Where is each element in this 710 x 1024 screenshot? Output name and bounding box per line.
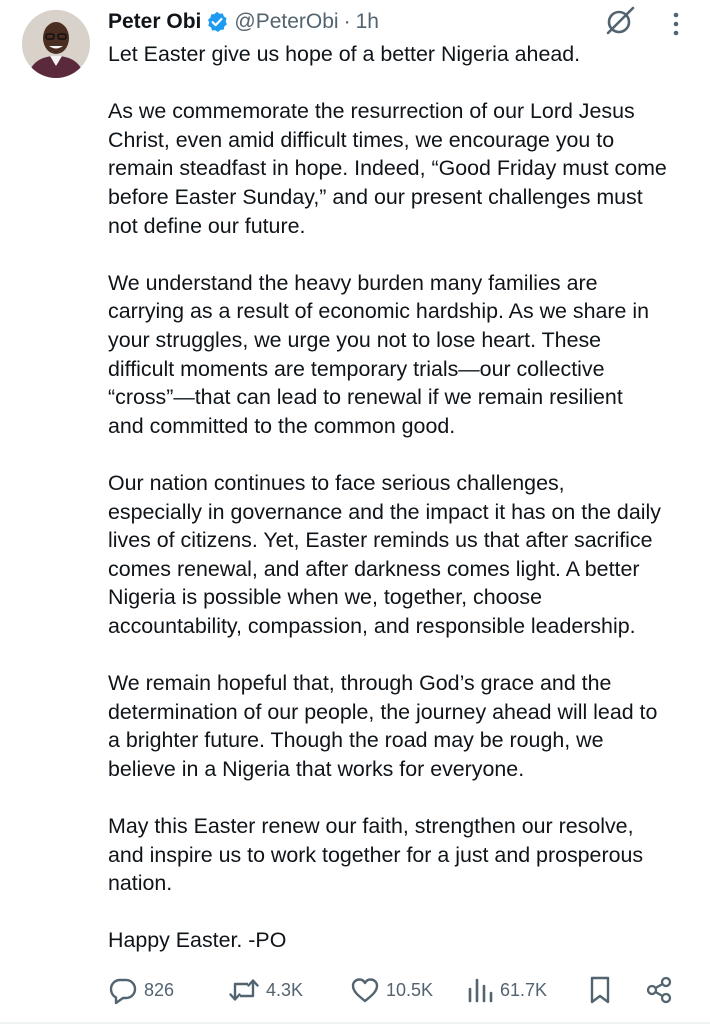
reply-icon [108,975,138,1005]
display-name[interactable]: Peter Obi [108,10,202,33]
tweet-paragraph: We remain hopeful that, through God’s grace and the determination of our people, the journey ahead will lead to a brighter future. Though the road may be rough, we believe in a Nigeria that works for everyone. [108,671,658,781]
tweet-paragraph: We understand the heavy burden many families are carrying as a result of economic hardship. As we share in your struggles, we urge you not to lose heart. These difficult moments are temporary trials—our collective “cross”—that can lead to renewal if we remain resilient and committed to the common good. [108,270,649,438]
repost-icon [228,975,260,1005]
reply-button[interactable] [108,970,174,1010]
verified-badge-icon [206,11,228,33]
share-button[interactable] [644,970,674,1010]
tweet-paragraph: Happy Easter. -PO [108,928,287,953]
avatar-photo [22,10,90,78]
repost-button[interactable] [228,970,303,1010]
timestamp[interactable]: 1h [355,10,379,33]
bookmark-button[interactable] [586,970,614,1010]
bookmark-icon [586,975,614,1005]
views-button[interactable] [466,970,547,1010]
action-bar [0,970,710,1010]
header-separator: · [343,10,351,33]
tweet-header [108,8,379,36]
tweet-paragraph: May this Easter renew our faith, strengthen our resolve, and inspire us to work together for a just and prosperous nation. [108,814,644,896]
views-count: 61.7K [500,979,548,1000]
tweet-paragraph: Our nation continues to face serious challenges, especially in governance and the impact it has on the daily lives of citizens. Yet, Easter reminds us that after sacrifice comes renewal, and after darkness comes light. A better Nigeria is possible when we, together, choose accountability, compassion, and responsible leadership. [108,470,661,638]
tweet-paragraph: As we commemorate the resurrection of our Lord Jesus Christ, even amid difficult times, we encourage you to remain steadfast in hope. Indeed, “Good Friday must come before Easter Sunday,” and our present challenges must not define our future. [108,99,667,238]
heart-icon [350,975,380,1005]
tweet-text [108,40,698,984]
share-icon [644,975,674,1005]
views-bar-chart-icon [466,975,494,1005]
handle[interactable]: @PeterObi [234,10,339,33]
more-dots-icon[interactable] [665,9,687,39]
avatar[interactable] [22,10,90,78]
like-count: 10.5K [386,979,434,1000]
repost-count: 4.3K [266,979,304,1000]
reply-count: 826 [144,979,175,1000]
tweet-paragraph: Let Easter give us hope of a better Nigeria ahead. [108,42,581,66]
grok-icon[interactable] [603,6,635,38]
like-button[interactable] [350,970,433,1010]
